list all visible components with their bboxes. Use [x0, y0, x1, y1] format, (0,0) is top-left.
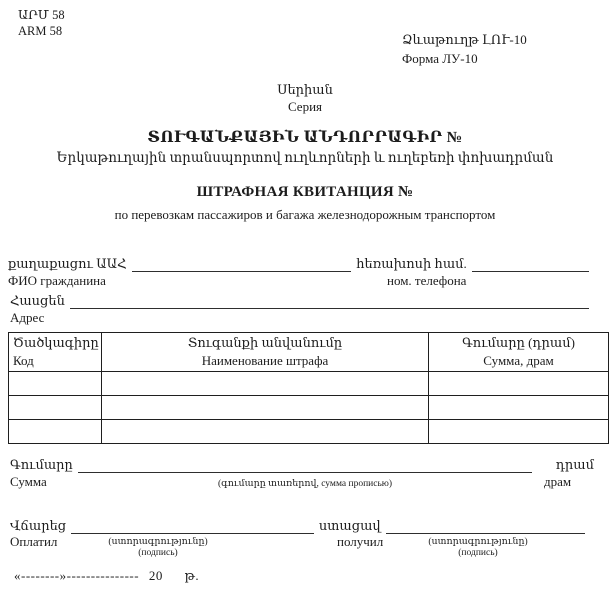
- paid-signature-line: [71, 518, 314, 534]
- table-cell-sum: [429, 372, 609, 396]
- table-cell-code: [9, 396, 102, 420]
- subtitle-armenian: Երկաթուղային տրանսպորտով ուղևորների և ուղեբեռի փոխադրման: [56, 150, 554, 165]
- title-armenian: ՏՈՒԳԱՆՔԱՅԻՆ ԱՆԴՈՐՐԱԳԻՐ №: [147, 129, 463, 146]
- date-day-dashes: «--------»---------------: [14, 568, 140, 583]
- table-cell-name: [102, 420, 429, 444]
- fines-table-wrap: [8, 332, 609, 444]
- address-field-line: [70, 293, 589, 309]
- form-number-block: [402, 30, 527, 68]
- date-year-suffix: թ.: [184, 568, 200, 583]
- table-cell-sum: [429, 396, 609, 420]
- phone-field-line: [472, 256, 589, 272]
- series-block: [0, 81, 610, 115]
- column-header-fine-name: [102, 333, 429, 372]
- name-phone-row: [8, 254, 594, 272]
- address-field-label-russian: Адрес: [10, 310, 45, 325]
- column-header-sum: [429, 333, 609, 372]
- fines-table: [8, 332, 609, 444]
- fines-table-header: [9, 333, 609, 372]
- sum-unit-russian: драм: [544, 474, 572, 489]
- table-row: [9, 396, 609, 420]
- name-field-label-russian: ФИО гражданина: [8, 273, 106, 288]
- form-code-block: [18, 7, 65, 39]
- received-label-armenian: ստացավ: [318, 518, 381, 533]
- column-header-fine-name-armenian: Տուգանքի անվանումը: [187, 335, 343, 350]
- table-cell-sum: [429, 420, 609, 444]
- form-number-armenian: Ձևաթուղթ ԼՈՒ-10: [402, 32, 527, 47]
- subtitle-russian: по перевозкам пассажиров и багажа железнодорожным транспортом: [114, 207, 496, 222]
- signatures-row: [10, 516, 590, 534]
- table-cell-code: [9, 372, 102, 396]
- sum-line: [78, 457, 532, 473]
- received-signature-line: [386, 518, 585, 534]
- date-line: [14, 568, 199, 584]
- table-cell-name: [102, 372, 429, 396]
- table-row: [9, 372, 609, 396]
- fines-table-body: [9, 372, 609, 444]
- name-field-label-armenian: քաղաքացու ԱԱՀ: [8, 256, 127, 271]
- phone-field-label-armenian: հեռախոսի համ.: [356, 256, 467, 271]
- sum-unit-armenian: դրամ: [555, 457, 594, 472]
- sum-hint: (գումարը տառերով, сумма прописью): [217, 479, 393, 489]
- header-row: [9, 333, 609, 372]
- table-cell-code: [9, 420, 102, 444]
- form-number-russian: Форма ЛУ-10: [402, 51, 478, 66]
- received-signature-hint-armenian: (ստորագրությունը): [428, 537, 528, 547]
- paid-signature-hint-russian: (подпись): [138, 548, 178, 558]
- table-cell-name: [102, 396, 429, 420]
- table-row: [9, 420, 609, 444]
- series-label-russian: Серия: [287, 99, 323, 114]
- received-label-russian: получил: [337, 534, 384, 549]
- column-header-code-russian: Код: [13, 353, 34, 368]
- address-field-label-armenian: Հասցեն: [10, 293, 65, 308]
- address-row: [10, 291, 594, 309]
- title-russian: ШТРАФНАЯ КВИТАНЦИЯ №: [196, 184, 414, 200]
- paid-label-armenian: Վճարեց: [10, 518, 67, 533]
- phone-field-label-russian: ном. телефона: [387, 273, 467, 288]
- column-header-sum-armenian: Գումարը (դրամ): [462, 335, 575, 350]
- form-code-latin: ARM 58: [18, 24, 63, 38]
- date-year-prefix: 20: [148, 568, 163, 583]
- sum-row: [10, 455, 594, 473]
- series-label-armenian: Սերիան: [277, 82, 333, 97]
- received-signature-hint-russian: (подпись): [458, 548, 498, 558]
- paid-label-russian: Оплатил: [10, 534, 58, 549]
- sum-label-armenian: Գումարը: [10, 457, 73, 472]
- form-code-armenian: ԱՐՄ 58: [18, 8, 65, 22]
- paid-signature-hint-armenian: (ստորագրությունը): [108, 537, 208, 547]
- sum-label-russian: Сумма: [10, 474, 47, 489]
- column-header-code: [9, 333, 102, 372]
- column-header-code-armenian: Ծածկագիրը: [13, 335, 99, 350]
- column-header-fine-name-russian: Наименование штрафа: [201, 353, 329, 368]
- column-header-sum-russian: Сумма, драм: [483, 353, 554, 368]
- name-field-line: [132, 256, 352, 272]
